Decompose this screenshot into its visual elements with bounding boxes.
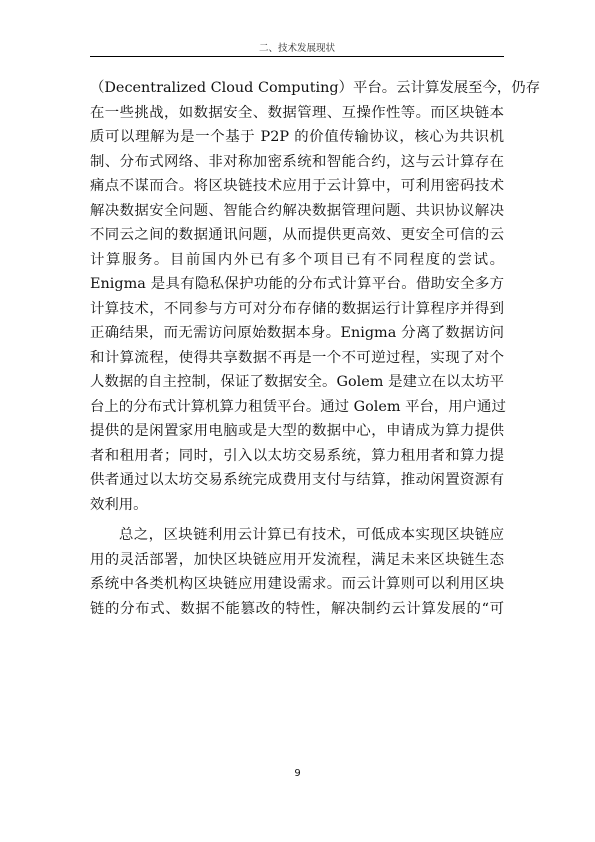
text-line: 在一些挑战，如数据安全、数据管理、互操作性等。而区块链本: [90, 104, 504, 121]
body-text: [90, 76, 541, 621]
text-line: 解决数据安全问题、智能合约解决数据管理问题、共识协议解决: [90, 202, 504, 219]
text-line: （Decentralized Cloud Computing）平台。云计算发展至今，仍存: [90, 80, 541, 96]
text-line: 系统中各类机构区块链应用建设需求。而云计算则可以利用区块: [90, 576, 504, 592]
text-line: 链的分布式、数据不能篡改的特性，解决制约云计算发展的“可: [90, 600, 504, 617]
text-line: 台上的分布式计算机算力租赁平台。通过 Golem 平台，用户通过: [90, 398, 506, 415]
text-line: 不同云之间的数据通讯问题，从而提供更高效、更安全可信的云: [90, 227, 504, 243]
text-line: 痛点不谋而合。将区块链技术应用于云计算中，可利用密码技术: [90, 178, 504, 194]
text-line: 人数据的自主控制，保证了数据安全。Golem 是建立在以太坊平: [90, 374, 504, 390]
text-line: Enigma 是具有隐私保护功能的分布式计算平台。借助安全多方: [90, 276, 504, 292]
text-line: 者和租用者；同时，引入以太坊交易系统，算力租用者和算力提: [90, 447, 504, 464]
paragraph: [90, 523, 504, 621]
page-number: 9: [294, 768, 301, 779]
text-line: 提供的是闲置家用电脑或是大型的数据中心，申请成为算力提供: [90, 423, 504, 439]
text-line: 效利用。: [90, 496, 148, 513]
text-line: 总之，区块链利用云计算已有技术，可低成本实现区块链应: [119, 527, 504, 543]
text-line: 正确结果，而无需访问原始数据本身。Enigma 分离了数据访问: [90, 325, 504, 341]
text-line: 计算服务。目前国内外已有多个项目已有不同程度的尝试。: [90, 251, 504, 268]
text-line: 和计算流程，使得共享数据不再是一个不可逆过程，实现了对个: [90, 349, 504, 366]
running-header: 二、技术发展现状: [258, 43, 335, 54]
text-line: 制、分布式网络、非对称加密系统和智能合约，这与云计算存在: [90, 153, 504, 170]
text-line: 用的灵活部署，加快区块链应用开发流程，满足未来区块链生态: [90, 551, 504, 568]
text-line: 计算技术，不同参与方可对分布存储的数据运行计算程序并得到: [90, 300, 504, 317]
text-line: 质可以理解为是一个基于 P2P 的价值传输协议，核心为共识机: [90, 129, 504, 145]
text-line: 供者通过以太坊交易系统完成费用支付与结算，推动闲置资源有: [90, 472, 504, 488]
header-rule: [90, 56, 504, 57]
paragraph: [90, 76, 541, 517]
